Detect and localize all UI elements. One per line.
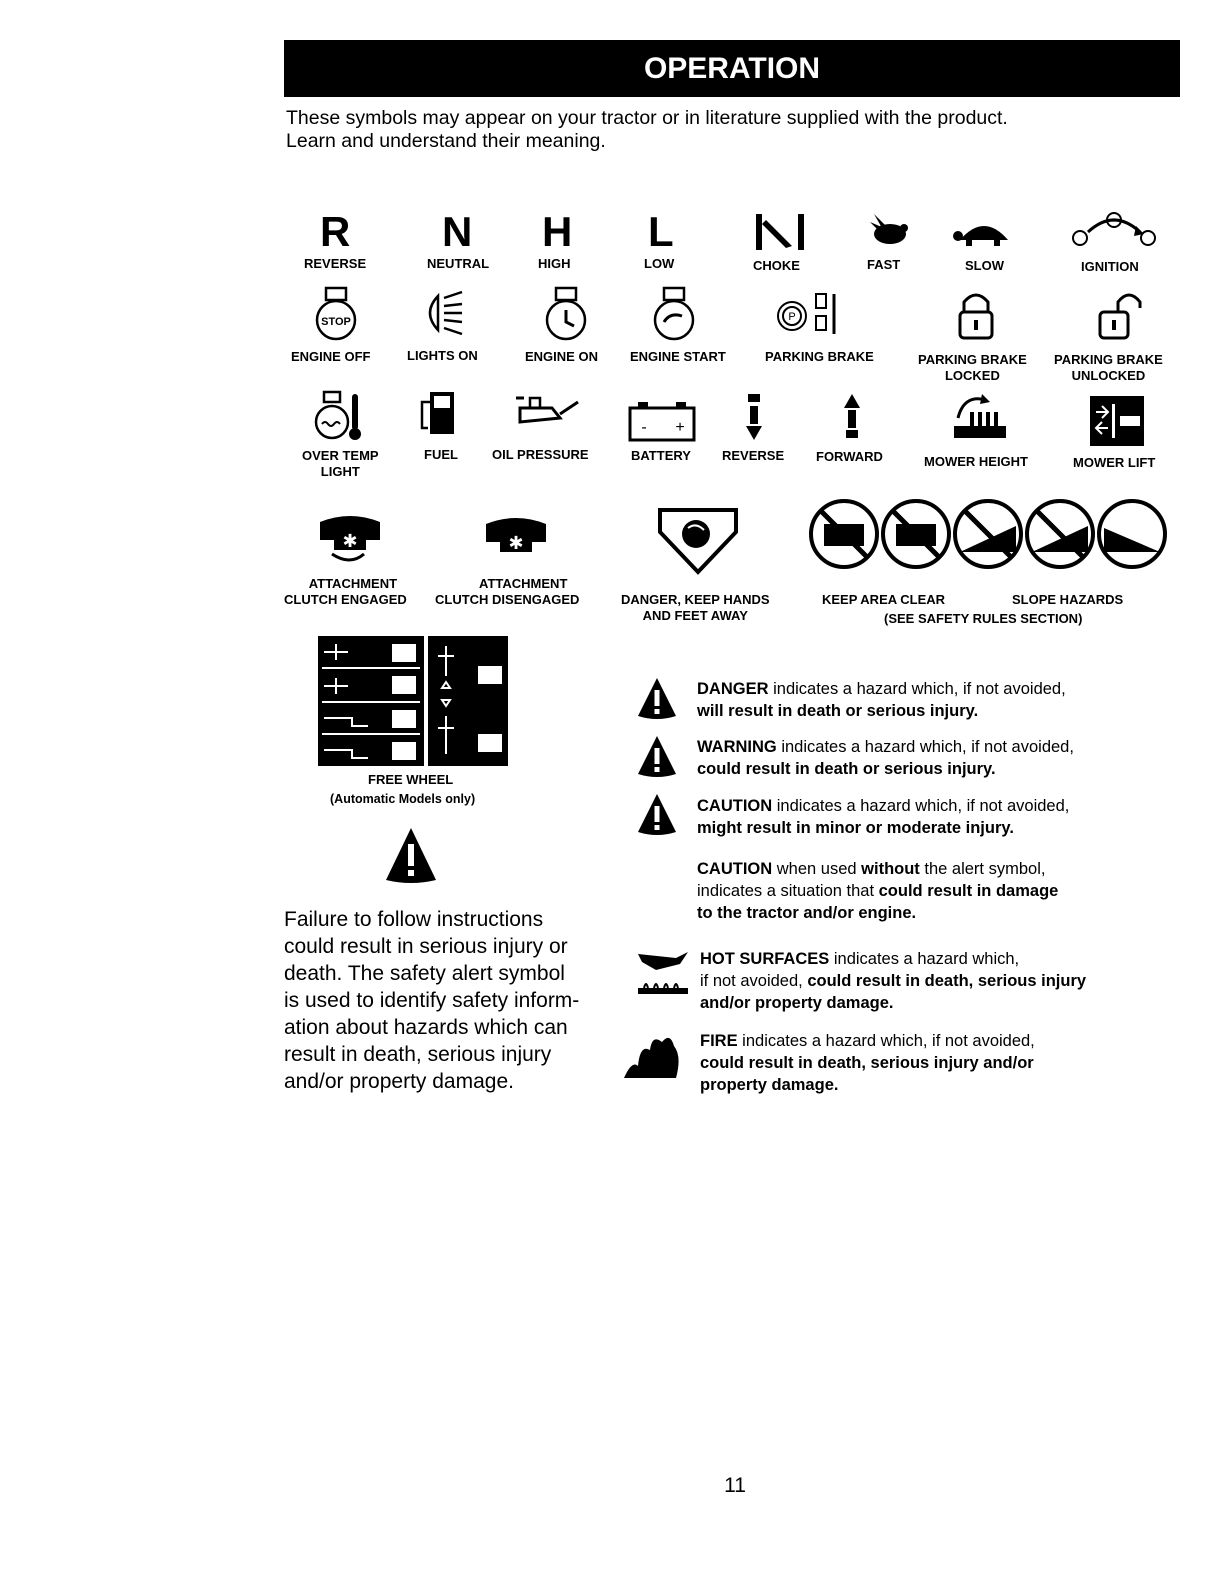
ignition-icon [1066, 208, 1162, 250]
free-wheel-icon [318, 636, 508, 766]
battery-label: BATTERY [631, 448, 691, 463]
caution-no-symbol-definition: CAUTION when used without the alert symbol, indicates a situation that could result in damage to the tractor and/or engine. [697, 860, 1059, 922]
see-safety-rules-label: (SEE SAFETY RULES SECTION) [884, 611, 1083, 626]
parking-brake-icon [776, 290, 846, 338]
svg-text:✱: ✱ [342, 531, 358, 551]
forward-label: FORWARD [816, 449, 883, 464]
parking-brake-unlocked-label: PARKING BRAKE UNLOCKED [1054, 352, 1163, 383]
mower-height-label: MOWER HEIGHT [924, 454, 1028, 469]
svg-text:P: P [788, 311, 796, 323]
warning-alert-icon [636, 734, 678, 778]
ignition-label: IGNITION [1081, 259, 1139, 274]
oil-can-icon [512, 394, 582, 430]
fuel-label: FUEL [424, 447, 458, 462]
svg-text:STOP: STOP [321, 316, 351, 328]
hot-surfaces-definition: HOT SURFACES indicates a hazard which, if not avoided, could result in death, serious injury and/or property damage. [700, 950, 1087, 1012]
danger-alert-icon [636, 676, 678, 720]
engine-start-label: ENGINE START [630, 349, 726, 364]
safety-alert-icon [384, 826, 438, 884]
svg-text:-: - [641, 419, 647, 436]
unlock-icon [1096, 290, 1144, 342]
warning-definition: WARNING indicates a hazard which, if not avoided, could result in death or serious injury. [697, 738, 1074, 778]
rabbit-icon [858, 206, 914, 250]
attachment-disengaged-label: ATTACHMENT CLUTCH DISENGAGED [435, 576, 580, 607]
attachment-engaged-icon [318, 514, 382, 564]
low-label: LOW [644, 256, 675, 271]
caution-alert-icon [636, 792, 678, 836]
reverse-letter: R [320, 208, 351, 255]
caution-definition: CAUTION indicates a hazard which, if not avoided, might result in minor or moderate injury. [697, 797, 1070, 837]
danger-keep-hands-label: DANGER, KEEP HANDS AND FEET AWAY [621, 592, 770, 623]
page-number: 11 [724, 1474, 746, 1497]
slow-label: SLOW [965, 258, 1004, 273]
reverse-label-row3: REVERSE [722, 448, 785, 463]
free-wheel-label: FREE WHEEL [368, 772, 454, 787]
danger-definition: DANGER indicates a hazard which, if not avoided, will result in death or serious injury. [697, 680, 1066, 720]
mower-lift-label: MOWER LIFT [1073, 455, 1156, 470]
lock-icon [956, 290, 996, 342]
free-wheel-sub: (Automatic Models only) [330, 792, 476, 806]
reverse-arrow-icon [744, 392, 764, 442]
prohibition-signs-icon [808, 498, 1180, 570]
svg-text:✱: ✱ [508, 533, 524, 553]
svg-text:+: + [675, 419, 685, 436]
intro-text: These symbols may appear on your tractor or in literature supplied with the product. Learn and understand their meaning. [286, 107, 1008, 152]
oil-pressure-label: OIL PRESSURE [492, 447, 589, 462]
choke-icon [752, 210, 808, 254]
keep-area-clear-label: KEEP AREA CLEAR [822, 592, 946, 607]
forward-arrow-icon [842, 392, 862, 442]
high-label: HIGH [538, 256, 571, 271]
failure-warning-text: Failure to follow instructions could result in serious injury or death. The safety alert symbol is used to identify safety inform- ation about hazards which can result in death, serious injury and/or property damage. [284, 908, 580, 1093]
lights-on-label: LIGHTS ON [407, 348, 478, 363]
parking-brake-label: PARKING BRAKE [765, 349, 874, 364]
low-letter: L [648, 208, 674, 255]
high-letter: H [542, 208, 573, 255]
neutral-label: NEUTRAL [427, 256, 490, 271]
engine-start-icon [650, 286, 698, 342]
headlight-icon [418, 288, 468, 338]
engine-off-label: ENGINE OFF [291, 349, 371, 364]
over-temp-icon [314, 390, 366, 442]
attachment-disengaged-icon [484, 516, 548, 556]
reverse-label: REVERSE [304, 256, 367, 271]
battery-icon [628, 398, 698, 442]
fire-definition: FIRE indicates a hazard which, if not avoided, could result in death, serious injury and/or property damage. [700, 1032, 1035, 1094]
keep-hands-away-icon [656, 506, 740, 576]
engine-on-icon [542, 286, 590, 342]
mower-height-icon [950, 390, 1010, 442]
over-temp-label: OVER TEMP LIGHT [302, 448, 379, 479]
mower-lift-icon [1090, 396, 1144, 446]
neutral-letter: N [442, 208, 473, 255]
hot-surface-icon [636, 948, 690, 998]
engine-off-icon [312, 286, 360, 342]
slope-hazards-label: SLOPE HAZARDS [1012, 592, 1124, 607]
fuel-icon [418, 388, 458, 438]
choke-label: CHOKE [753, 258, 800, 273]
engine-on-label: ENGINE ON [525, 349, 598, 364]
turtle-icon [952, 216, 1016, 250]
fast-label: FAST [867, 257, 901, 272]
section-title: OPERATION [284, 40, 1180, 97]
parking-brake-locked-label: PARKING BRAKE LOCKED [918, 352, 1027, 383]
attachment-engaged-label: ATTACHMENT CLUTCH ENGAGED [284, 576, 407, 607]
fire-icon [622, 1030, 684, 1080]
